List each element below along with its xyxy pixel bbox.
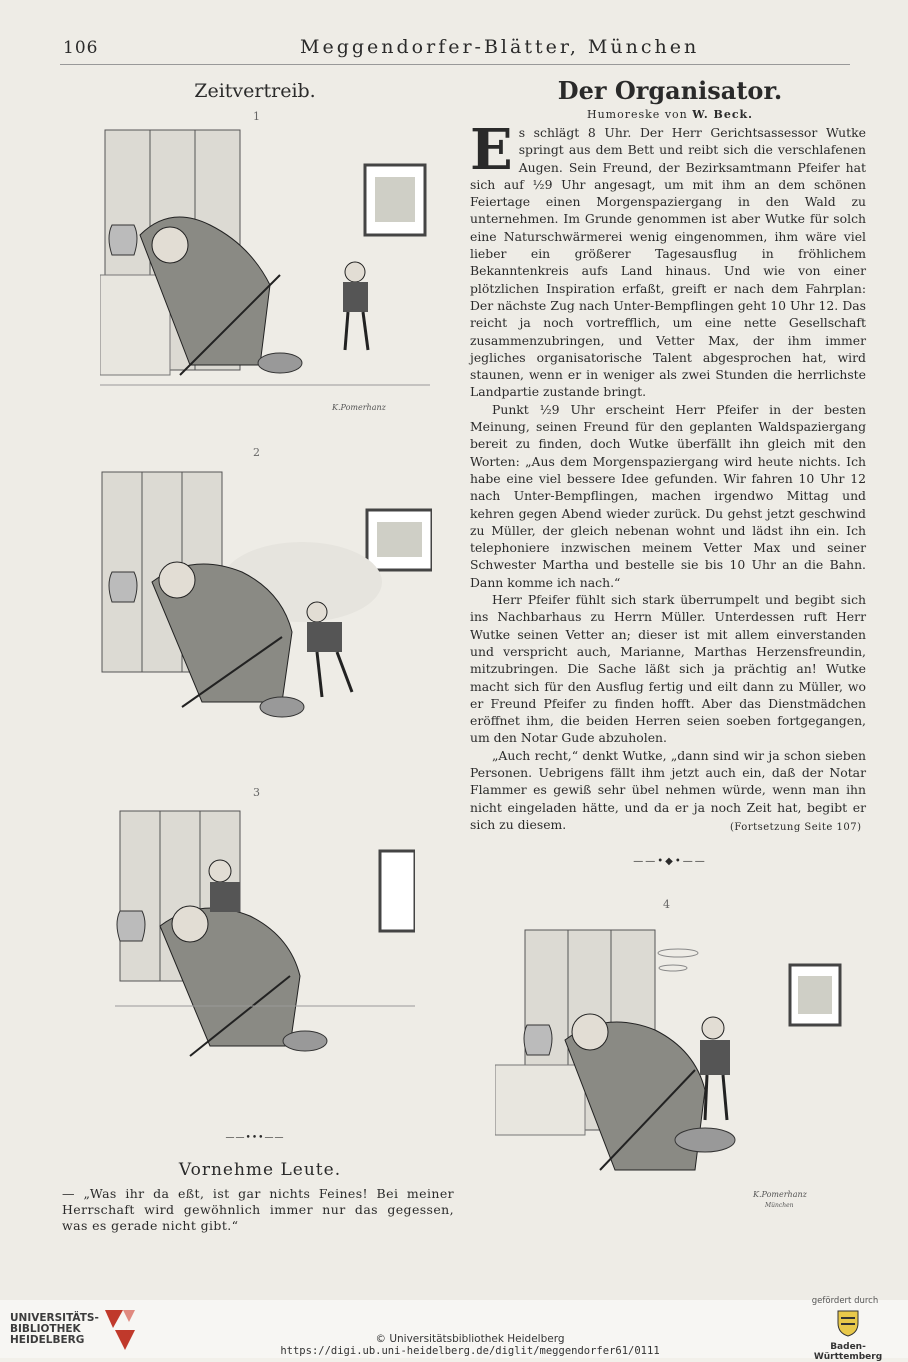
source-url[interactable]: https://digi.ub.uni-heidelberg.de/diglit/meggendorfer61/0111 [280, 1345, 660, 1357]
cartoon-illustration-3 [115, 806, 415, 1076]
page-number: 106 [63, 38, 99, 58]
cartoon-panel-2 [92, 462, 432, 732]
library-line-2: BIBLIOTHEK [10, 1322, 81, 1335]
story-paragraph-1 [470, 117, 866, 401]
funded-by-label: gefördert durch [811, 1296, 879, 1306]
subtitle-prefix: Humoreske von [587, 108, 688, 121]
cartoon-illustration-1 [100, 125, 430, 415]
continuation-note: (Fortsetzung Seite 107) [730, 822, 862, 833]
copyright-text: © Universitätsbibliothek Heidelberg [375, 1333, 565, 1345]
cartoon-panel-4 [495, 920, 855, 1220]
panel-4-signature: K.Pomerhanz [753, 1190, 807, 1199]
story-author: W. Beck. [692, 108, 753, 121]
story-title: Der Organisator. [557, 76, 783, 105]
cartoon-panel-3 [115, 806, 415, 1076]
library-name [10, 1313, 99, 1346]
joke-title: Vornehme Leute. [178, 1160, 342, 1180]
cartoon-title: Zeitvertreib. [194, 80, 316, 102]
cartoon-panel-1 [100, 125, 430, 415]
coat-of-arms-icon [833, 1308, 863, 1338]
joke-text: — „Was ihr da eßt, ist gar nichts Feines! Bei meiner Herrschaft wird gewöhnlich immer nur das gegessen, was es gerade nicht gibt.“ [62, 1186, 454, 1233]
story-paragraph-4: „Auch recht,“ denkt Wutke, „dann sind wir ja schon sieben Personen. Uebrigens fällt ihm jetzt auch ein, daß der Notar Flammer es gewiß sehr übel nehmen würde, wenn man ihn nicht eingeladen hätte, und da er ja noch Zeit hat, begibt er sich zu diesem. [470, 747, 866, 832]
panel-4-signature-city: München [765, 1202, 794, 1209]
drop-cap: E [470, 117, 513, 183]
library-line-1: UNIVERSITÄTS- [10, 1311, 99, 1324]
library-logo[interactable] [10, 1306, 140, 1352]
cartoon-illustration-2 [92, 462, 432, 732]
journal-title: Meggendorfer-Blätter, München [300, 36, 700, 58]
funder-name: Baden-Württemberg [813, 1342, 883, 1362]
right-ornament: ——•◆•—— [633, 856, 707, 867]
panel-4-number: 4 [663, 898, 670, 911]
panel-1-signature: K.Pomerhanz [332, 403, 386, 412]
cartoon-illustration-4 [495, 920, 855, 1220]
library-emblem-icon [103, 1306, 137, 1352]
paragraph-1-text: s schlägt 8 Uhr. Der Herr Gerichtsassessor Wutke springt aus dem Bett und reibt sich die verschlafenen Augen. Sein Freund, der Bezirksamtmann Pfeifer hat sich auf ½9 Uhr angesagt, um mit ihm an dem schönen Feiertage einen Morgenspaziergang in den Wald zu unternehmen. Im Grunde genommen ist aber Wutke für solch eine Naturschwärmerei wenig eingenommen, ihm wäre viel lieber ein größerer Tagesausflug in fröhlichem Bekanntenkreis aufs Land hinaus. Und wie von einer plötzlichen Inspiration erfaßt, greift er nach dem Fahrplan: Der nächste Zug nach Unter-Bempflingen geht 10 Uhr 12. Das reicht ja noch vortrefflich, um eine nette Gesellschaft zusammenzubringen, und Vetter Max, der ihm immer jegliches organisatorische Talent abgesprochen hat, wird staunen, wenn er in weniger als zwei Stunden die herrlichste Landpartie zustande bringt. [470, 125, 866, 400]
story-subtitle [470, 108, 870, 121]
panel-2-number: 2 [253, 446, 260, 459]
story-paragraph-3: Herr Pfeifer fühlt sich stark überrumpelt und begibt sich ins Nachbarhaus zu Herrn Müller. Unterdessen ruft Herr Wutke seinen Vetter an; dieser ist mit allem einverstanden und verspricht auch, Marianne, Marthas Herzensfreundin, mitzubringen. Die Sache läßt sich ja prächtig an! Wutke macht sich für den Ausflug fertig und eilt dann zu Müller, wo er Freund Pfeifer zu finden hofft. Aber das Dienstmädchen eröffnet ihm, die beiden Herren seien soeben fortgegangen, um den Notar Gude abzuholen. [470, 592, 866, 746]
left-ornament: ——•••—— [225, 1133, 285, 1143]
panel-1-number: 1 [253, 110, 260, 123]
panel-3-number: 3 [253, 786, 260, 799]
funder-logo[interactable] [800, 1308, 896, 1362]
story-body [470, 117, 866, 833]
header-rule [60, 64, 850, 65]
library-line-3: HEIDELBERG [10, 1333, 85, 1346]
story-paragraph-2: Punkt ½9 Uhr erscheint Herr Pfeifer in der besten Meinung, seinen Freund für den geplanten Waldspaziergang bereit zu finden, doch Wutke überfällt ihn gleich mit den Worten: „Aus dem Morgenspaziergang wird heute nichts. Ich habe eine viel bessere Idee gefunden. Wir fahren 10 Uhr 12 nach Unter-Bempflingen, machen irgendwo Mittag und kehren gegen Abend wieder zurück. Du gehst jetzt geschwind zu Müller, der gleich nebenan wohnt und lädst ihn ein. Ich telephoniere inzwischen meinem Vetter Max und seiner Schwester Martha und bestelle sie bis 10 Uhr an die Bahn. Dann komme ich nach.“ [470, 401, 866, 590]
